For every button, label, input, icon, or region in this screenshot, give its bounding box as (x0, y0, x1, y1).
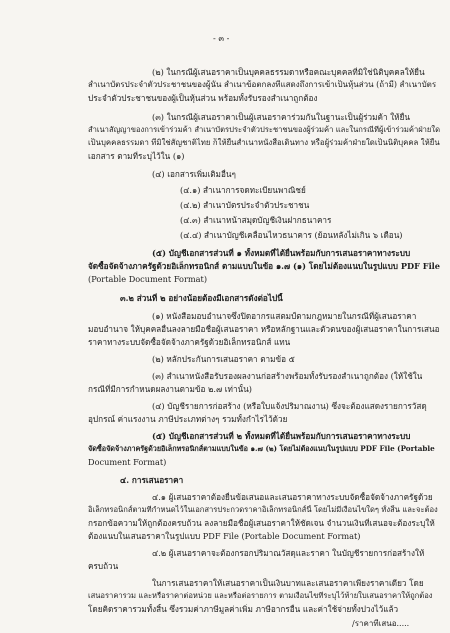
doc-line: ๔.๒ ผู้เสนอราคาจะต้องกรอกปริมาณวัสดุและราคา ในบัญชีรายการก่อสร้างให้ (152, 548, 425, 558)
doc-line: เสนอราคารวม และหรือราคาต่อหน่วย และหรือต่อรายการ ตามเงื่อนไขที่ระบุไว้ท้ายใบเสนอราคาให้ถูกต้อง (88, 591, 433, 600)
doc-line: (๔.๓) สำเนาหน้าสมุดบัญชีเงินฝากธนาคาร (180, 215, 332, 225)
continue-note: /ราคาที่เสนอ..... (352, 619, 410, 628)
doc-line: (๕) บัญชีเอกสารส่วนที่ ๒ ทั้งหมดที่ได้ยื่นพร้อมกับการเสนอราคาทางระบบ (152, 431, 411, 441)
doc-line: เอกสาร ตามที่ระบุไว้ใน (๑) (88, 151, 185, 161)
doc-line: (๕) บัญชีเอกสารส่วนที่ ๑ ทั้งหมดที่ได้ยื่นพร้อมกับการเสนอราคาทางระบบ (152, 248, 411, 258)
doc-line: Document Format) (88, 457, 167, 467)
doc-line: จัดซื้อจัดจ้างภาครัฐด้วยอิเล็กทรอนิกส์ตามแบบในข้อ ๑.๗ (๒) โดยไม่ต้องแนบในรูปแบบ PDF File (Portable (88, 444, 435, 453)
doc-line: (๔.๑) สำเนาการจดทะเบียนพาณิชย์ (180, 185, 306, 195)
doc-line: ประจำตัวประชาชนของผู้เป็นหุ้นส่วน พร้อมทั้งรับรองสำเนาถูกต้อง (88, 93, 318, 103)
doc-line: (๓) ในกรณีผู้เสนอราคาเป็นผู้เสนอราคาร่วมกันในฐานะเป็นผู้ร่วมค้า ให้ยื่น (152, 112, 410, 122)
page-number: - ๓ - (213, 33, 230, 43)
doc-line: สำเนาสัญญาของการเข้าร่วมค้า สำเนาบัตรประจำตัวประชาชนของผู้ร่วมค้า และในกรณีที่ผู้เข้าร่วมค้าฝ่ายใด (88, 125, 440, 134)
doc-line: (๓) สำเนาหนังสือรับรองผลงานก่อสร้างพร้อมทั้งรับรองสำเนาถูกต้อง (ให้ใช้ใน (152, 371, 423, 381)
doc-line: ๔.๑ ผู้เสนอราคาต้องยื่นข้อเสนอและเสนอราคาทางระบบจัดซื้อจัดจ้างภาครัฐด้วย (152, 492, 433, 502)
doc-line: (๔.๒) สำเนาบัตรประจำตัวประชาชน (180, 200, 310, 210)
doc-line: (๔.๔) สำเนาบัญชีเคลื่อนไหวธนาคาร (ย้อนหลังไม่เกิน ๖ เดือน) (180, 230, 403, 240)
doc-line: (๔) บัญชีรายการก่อสร้าง (หรือใบแจ้งปริมาณงาน) ซึ่งจะต้องแสดงรายการวัสดุ (152, 401, 427, 411)
doc-line: ในการเสนอราคาให้เสนอราคาเป็นเงินบาทและเสนอราคาเพียงราคาเดียว โดย (152, 578, 424, 588)
doc-line: ราคาทางระบบจัดซื้อจัดจ้างภาครัฐด้วยอิเล็กทรอนิกส์ แทน (88, 337, 291, 347)
doc-line: อุปกรณ์ ค่าแรงงาน ภาษีประเภทต่างๆ รวมทั้งกำไรไว้ด้วย (88, 414, 288, 424)
doc-line: กรณีที่มีการกำหนดผลงานตามข้อ ๒.๗ เท่านั้น) (88, 384, 252, 394)
doc-line: มอบอำนาจ ให้บุคคลอื่นลงลายมือชื่อผู้เสนอราคา หรือหลักฐานและตัวตนของผู้เสนอราคาในการเสนอ (88, 324, 440, 334)
doc-line: อิเล็กทรอนิกส์ตามที่กำหนดไว้ในเอกสารประกวดราคาอิเล็กทรอนิกส์นี้ โดยไม่มีเงื่อนไขใดๆ ทั้งสิ้น และจะต้อง (88, 505, 438, 514)
doc-line: (๔) เอกสารเพิ่มเติมอื่นๆ (152, 169, 236, 179)
doc-line: โดยคิดราคารวมทั้งสิ้น ซึ่งรวมค่าภาษีมูลค่าเพิ่ม ภาษีอากรอื่น และค่าใช้จ่ายทั้งปวงไว้แล้ว (88, 604, 399, 614)
section-heading: ๓.๒ ส่วนที่ ๒ อย่างน้อยต้องมีเอกสารดังต่อไปนี้ (120, 293, 283, 303)
doc-line: สำเนาบัตรประจำตัวประชาชนของผู้นั้น สำเนาข้อตกลงที่แสดงถึงการเข้าเป็นหุ้นส่วน (ถ้ามี) สำเนาบัตร (88, 80, 437, 89)
doc-line: ต้องแนบในเสนอราคาในรูปแบบ PDF File (Portable Document Format) (88, 531, 361, 541)
doc-line: (๑) หนังสือมอบอำนาจซึ่งปิดอากรแสตมป์ตามกฎหมายในกรณีที่ผู้เสนอราคา (152, 311, 417, 321)
doc-line: (๒) หลักประกันการเสนอราคา ตามข้อ ๕ (152, 354, 295, 364)
section-heading: ๔. การเสนอราคา (120, 475, 184, 485)
doc-line: กรอกข้อความให้ถูกต้องครบถ้วน ลงลายมือชื่อผู้เสนอราคาให้ชัดเจน จำนวนเงินที่เสนอจะต้องระบุให้ (88, 518, 435, 528)
doc-line: เป็นบุคคลธรรมดา ที่มิใช่สัญชาติไทย ก็ให้ยื่นสำเนาหนังสือเดินทาง หรือผู้ร่วมค้าฝ่ายใดเป็นนิติบุคคล ให้ยื่น (88, 138, 440, 147)
doc-line: ครบถ้วน (88, 561, 119, 571)
doc-line: (๒) ในกรณีผู้เสนอราคาเป็นบุคคลธรรมดาหรือคณะบุคคลที่มิใช่นิติบุคคลให้ยื่น (152, 67, 425, 77)
doc-line: จัดซื้อจัดจ้างภาครัฐด้วยอิเล็กทรอนิกส์ ตามแบบในข้อ ๑.๗ (๑) โดยไม่ต้องแนบในรูปแบบ PDF File (88, 261, 440, 271)
doc-line: (Portable Document Format) (88, 274, 208, 284)
